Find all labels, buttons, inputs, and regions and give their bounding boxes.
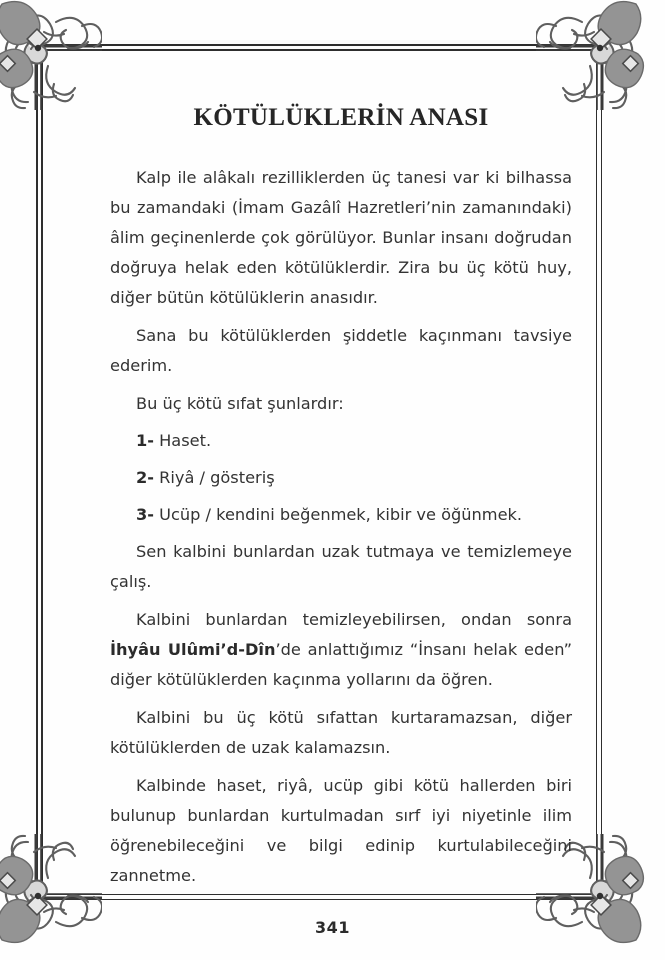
list-item-number: 2-: [136, 467, 154, 487]
page-title: KÖTÜLÜKLERİN ANASI: [193, 104, 489, 131]
frame-left-rule-outer: [36, 44, 38, 900]
paragraph-2: Sana bu kötülüklerden şiddetle kaçınmanı tavsiye ederim.: [110, 325, 572, 375]
frame-top-rule-inner: [36, 49, 602, 51]
frame-top-rule-outer: [36, 44, 602, 46]
paragraph-4: Sen kalbini bunlardan uzak tutmaya ve temizlemeye çalış.: [110, 541, 572, 591]
frame-right-rule-inner: [596, 44, 598, 900]
page-number: 341: [315, 918, 350, 937]
list-item: [110, 463, 572, 493]
list-item: [110, 500, 572, 530]
list-item-label: Riyâ / gösteriş: [153, 467, 275, 487]
list-item-label: Ucüp / kendini beğenmek, kibir ve öğünmek.: [153, 504, 523, 524]
paragraph-5-lead: Kalbini bunlardan temizleyebilirsen, ondan sonra: [136, 609, 572, 629]
frame-left-rule-inner: [41, 44, 43, 900]
frame-right-rule-outer: [601, 44, 603, 900]
list-item: [110, 426, 572, 456]
paragraph-6: Kalbini bu üç kötü sıfattan kurtaramazsan, diğer kötülüklerden de uzak kalamazsın.: [110, 707, 572, 757]
paragraph-1: Kalp ile alâkalı rezilliklerden üç tanesi var ki bilhassa bu zamandaki (İmam Gazâlî Hazretleri’nin zamanındaki) âlim geçinenlerde çok görülüyor. Bunlar insanı doğrudan doğruya helak eden kötülüklerdir. Zira bu üç kötü huy, diğer bütün kötülüklerin anasıdır.: [110, 167, 572, 307]
list-item-number: 3-: [136, 504, 154, 524]
book-title-emphasis: İhyâu Ulûmi’d-Dîn: [110, 639, 276, 659]
paragraph-5-tail: ’de anlattığımız “İnsanı helak eden” diğer kötülüklerden kaçınma yollarını da öğren.: [110, 639, 572, 689]
list-item-label: Haset.: [153, 430, 212, 450]
paragraph-3: Bu üç kötü sıfat şunlardır:: [136, 393, 344, 413]
paragraph-7: Kalbinde haset, riyâ, ucüp gibi kötü hallerden biri bulunup bunlardan kurtulmadan sırf iyi niyetinle ilim öğrenebileceğini ve bilgi edinip kurtulabileceğini zannetme.: [110, 775, 572, 885]
corner-ornament-top-left-icon: [0, 0, 102, 110]
corner-ornament-top-right-icon: [536, 0, 654, 110]
page-content: [110, 104, 572, 899]
paragraph-5: [110, 605, 572, 695]
list-item-number: 1-: [136, 430, 154, 450]
